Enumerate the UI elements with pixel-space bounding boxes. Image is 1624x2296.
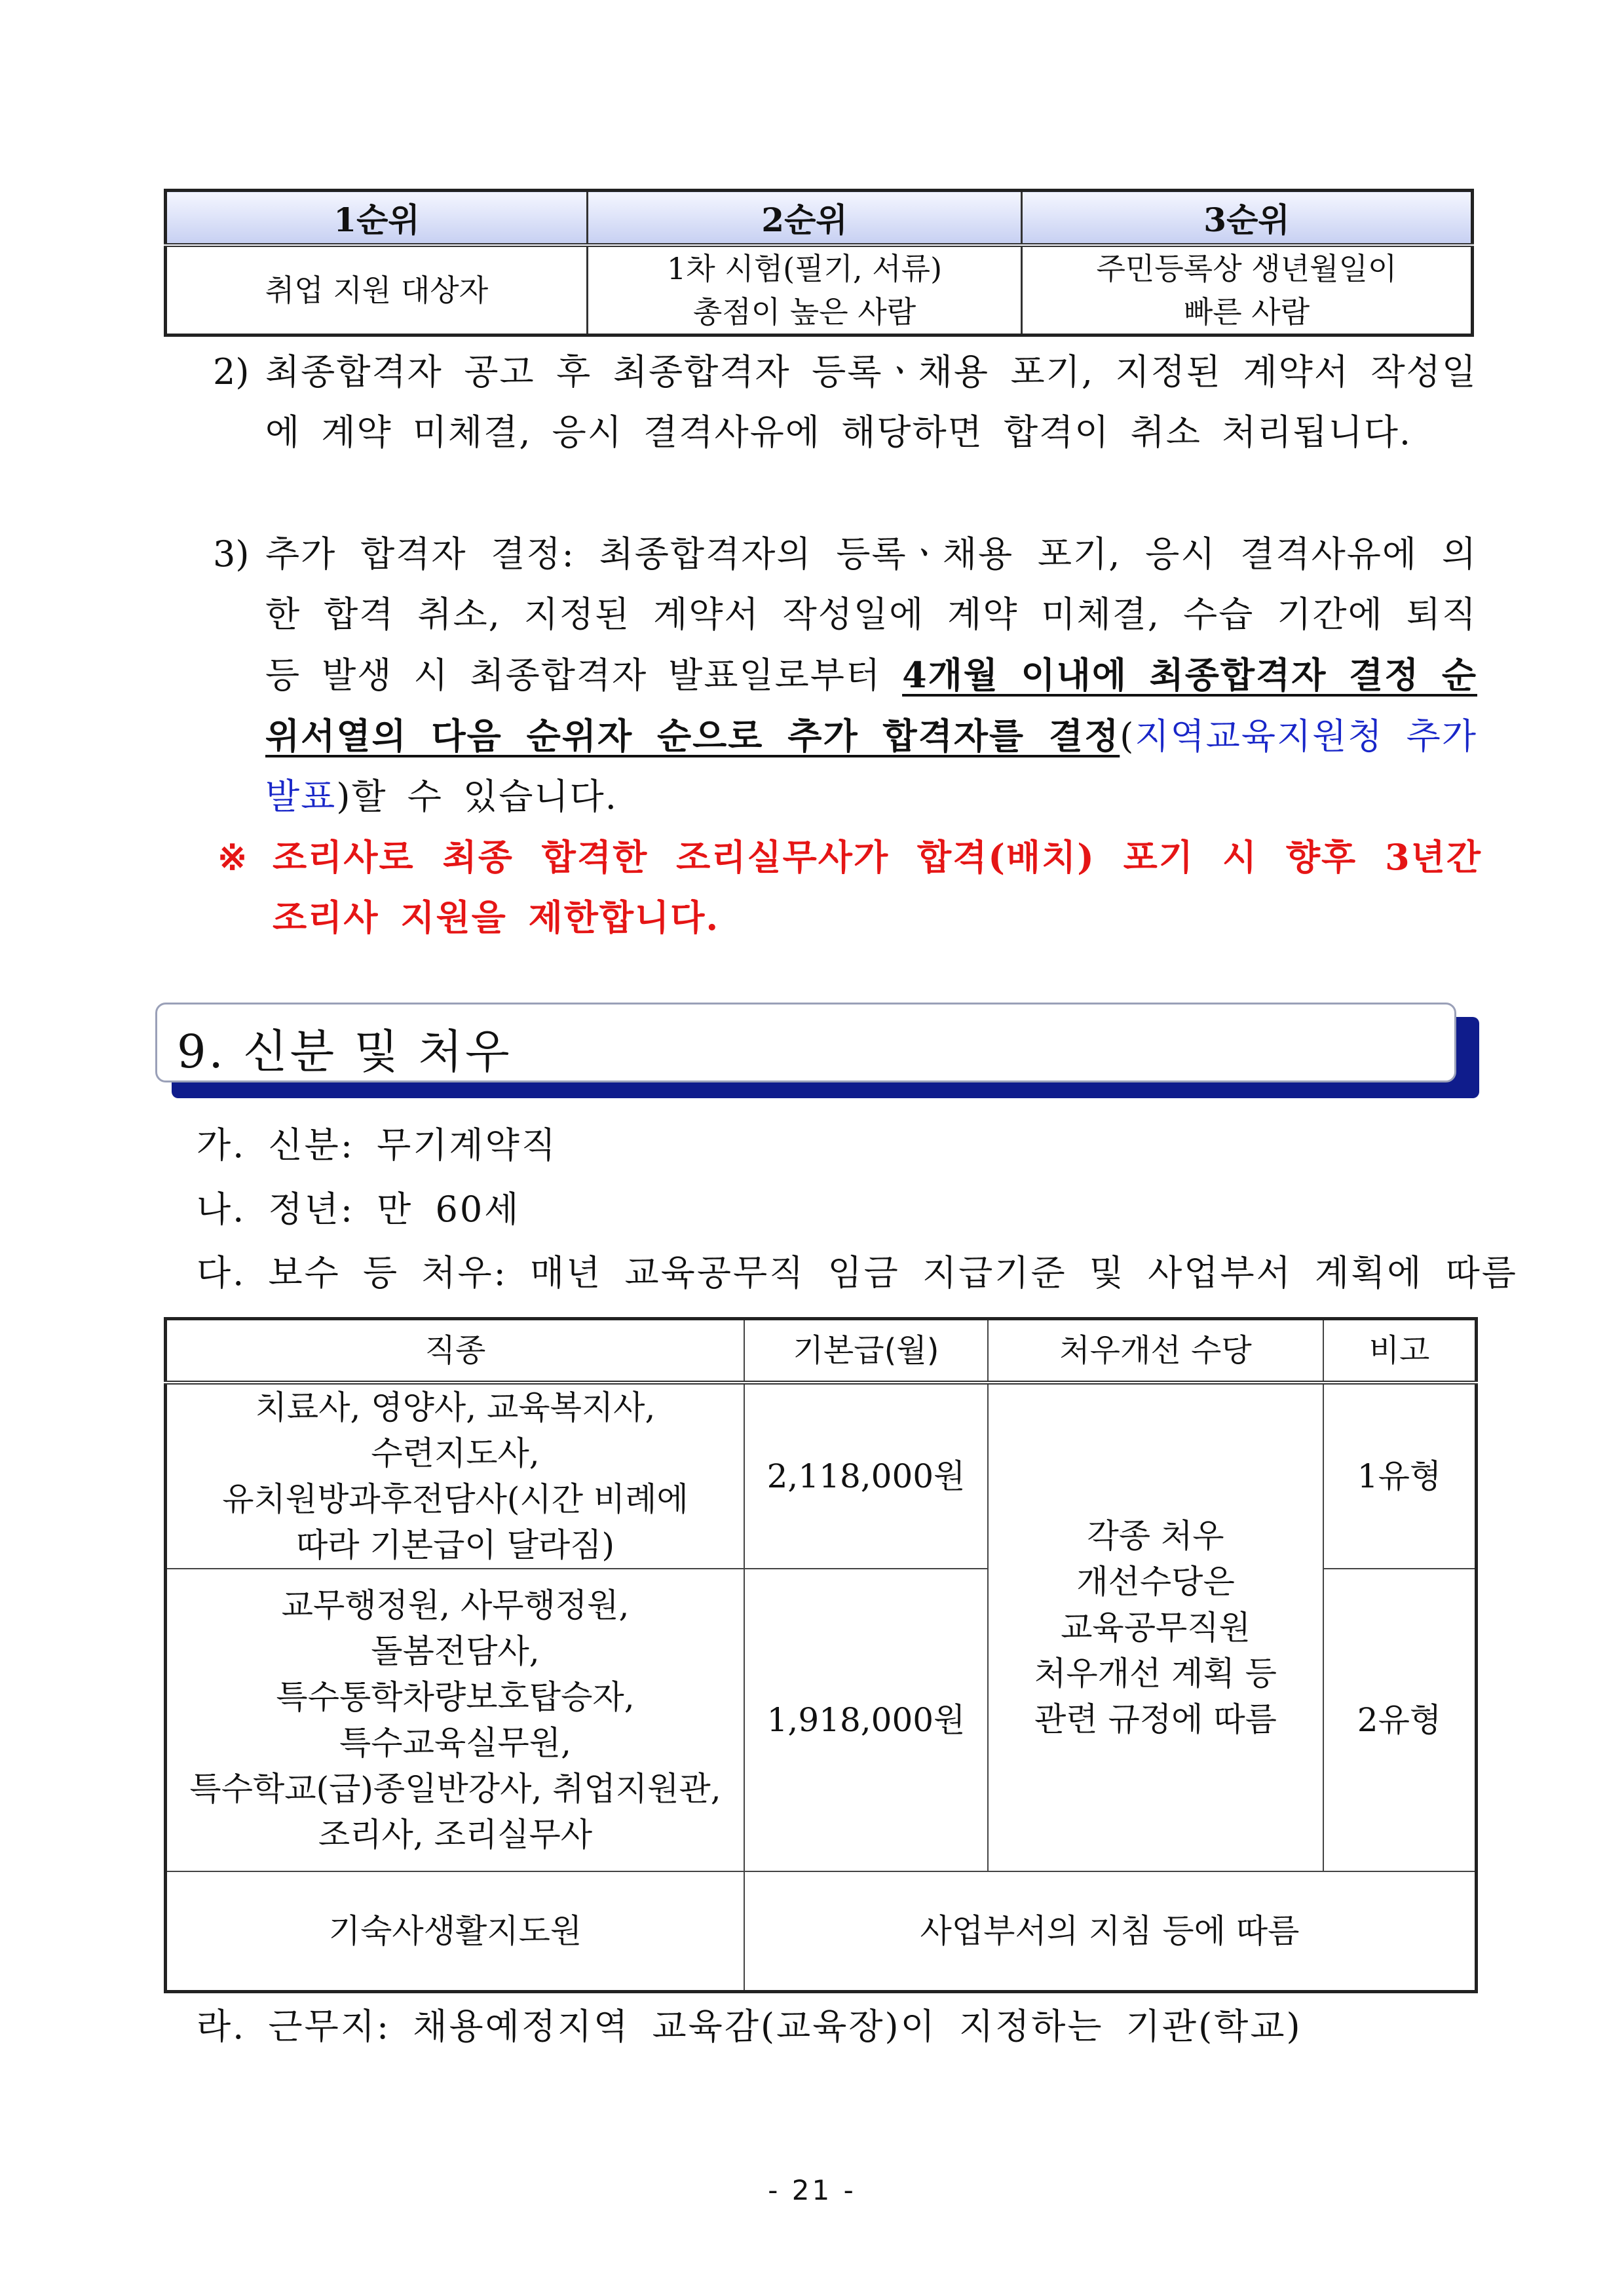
pay-row2-jobs: 교무행정원, 사무행정원, 돌봄전담사, 특수통학차량보호탑승자, 특수교육실무원, 특수학교(급)종일반강사, 취업지원관, 조리사, 조리실무사 [166, 1569, 745, 1871]
section-header [155, 1003, 1456, 1082]
pay-row3-jobs: 기숙사생활지도원 [166, 1871, 745, 1992]
section-title: 9. 신분 및 처우 [177, 1025, 512, 1079]
pay-row1-pay: 2,118,000원 [744, 1383, 988, 1569]
pay-row2-note: 2유형 [1323, 1569, 1477, 1871]
line-status: 가. 신분: 무기계약직 [197, 1124, 557, 1166]
priority-cell-1: 취업 지원 대상자 [166, 245, 588, 335]
priority-cell-2: 1차 시험(필기, 서류) 총점이 높은 사람 [588, 245, 1022, 335]
page-number: - 21 - [768, 2174, 856, 2206]
notice [217, 827, 1482, 947]
item-3-text [265, 524, 1477, 827]
priority-cell-3: 주민등록상 생년월일이 빠른 사람 [1022, 245, 1473, 335]
item-2-number: 2) [213, 351, 250, 392]
pay-row3-merged: 사업부서의 지침 등에 따름 [744, 1871, 1477, 1992]
item-3-text-b: )할 수 있습니다. [336, 776, 618, 817]
priority-table [164, 189, 1474, 337]
priority-header-3: 3순위 [1022, 191, 1473, 246]
notice-mark: ※ [217, 836, 248, 878]
pay-table [164, 1317, 1478, 1993]
item-2-text: 최종합격자 공고 후 최종합격자 등록ㆍ채용 포기, 지정된 계약서 작성일에 계약 미체결, 응시 결격사유에 해당하면 합격이 취소 처리됩니다. [265, 351, 1477, 453]
pay-header-job: 직종 [166, 1319, 745, 1383]
item-3 [213, 524, 1477, 827]
item-2 [213, 342, 1477, 463]
notice-text: 조리사로 최종 합격한 조리실무사가 합격(배치) 포기 시 향후 3년간 조리사 지원을 제한합니다. [273, 836, 1482, 938]
pay-row1-note: 1유형 [1323, 1383, 1477, 1569]
item-3-number: 3) [213, 533, 250, 575]
pay-header-base-pay: 기본급(월) [744, 1319, 988, 1383]
line-compensation: 다. 보수 등 처우: 매년 교육공무직 임금 지급기준 및 사업부서 계획에 따름 [197, 1252, 1518, 1293]
line-workplace: 라. 근무지: 채용예정지역 교육감(교육장)이 지정하는 기관(학교) [197, 2006, 1302, 2047]
pay-header-note: 비고 [1323, 1319, 1477, 1383]
pay-row1-jobs: 치료사, 영양사, 교육복지사, 수련지도사, 유치원방과후전담사(시간 비례에 따라 기본급이 달라짐) [166, 1383, 745, 1569]
item-3-paren-open: ( [1120, 716, 1135, 757]
item-3-text-a: 추가 합격자 결정: 최종합격자의 등록ㆍ채용 포기, 응시 결격사유에 의한 합격 취소, 지정된 계약서 작성일에 계약 미체결, 수습 기간에 퇴직 등 발생 시 최종합격자 발표일로부터 [265, 533, 1477, 696]
pay-row2-pay: 1,918,000원 [744, 1569, 988, 1871]
line-retirement: 나. 정년: 만 60세 [197, 1189, 521, 1230]
priority-header-2: 2순위 [588, 191, 1022, 246]
pay-allowance-cell: 각종 처우 개선수당은 교육공무직원 처우개선 계획 등 관련 규정에 따름 [988, 1383, 1323, 1871]
pay-header-allowance: 처우개선 수당 [988, 1319, 1323, 1383]
priority-header-1: 1순위 [166, 191, 588, 246]
item-3-underlined: 4개월 이내에 최종합격자 결정 순위서열의 다음 순위자 순으로 추가 합격자를 결정 [265, 654, 1477, 757]
item-3-blue-text: 지역교육지원청 추가 발표 [265, 716, 1478, 817]
